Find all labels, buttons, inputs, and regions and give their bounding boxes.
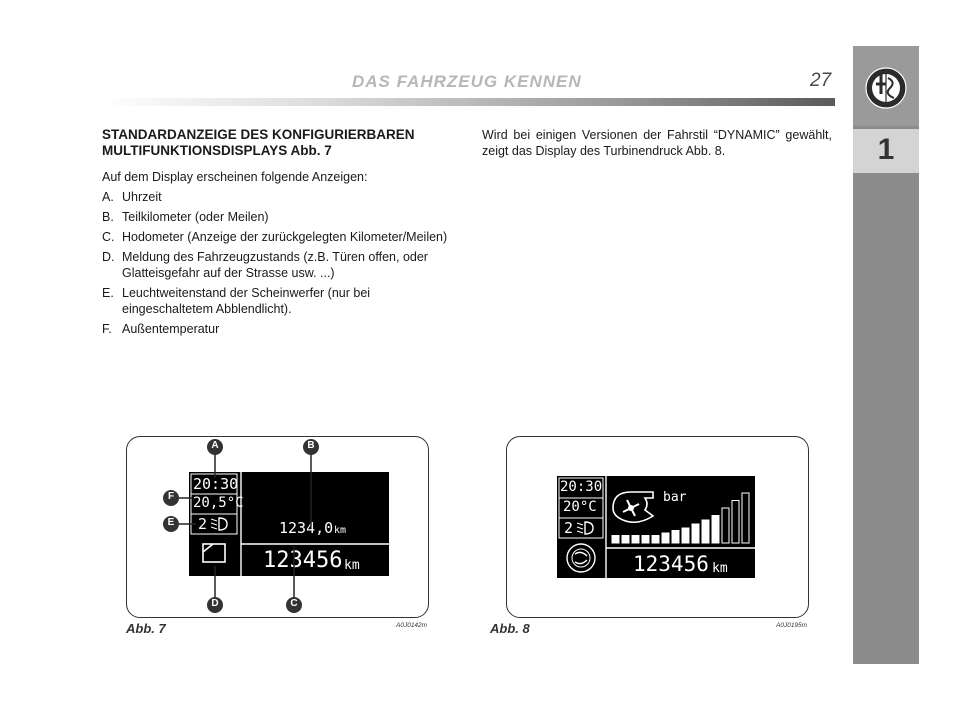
odometer-unit: km <box>712 561 728 576</box>
page-header-title: DAS FAHRZEUG KENNEN <box>352 72 582 91</box>
list-item <box>102 209 462 225</box>
turbo-pressure-text: Wird bei einigen Versionen der Fahrstil “DYNAMIC” gewählt, zeigt das Display des Turbinendruck Abb. 8. <box>482 128 832 158</box>
clock-readout: 20:30 <box>560 479 603 495</box>
list-item-text: Meldung des Fahrzeugzustands (z.B. Türen offen, oder Glatteisgefahr auf der Strasse usw. ...) <box>122 250 428 280</box>
list-item <box>102 189 462 205</box>
pressure-bar <box>612 536 619 544</box>
figure-8-caption: Abb. 8 <box>490 621 530 636</box>
chapter-tab-number: 1 <box>877 133 895 166</box>
callout-a: A <box>211 440 219 451</box>
odometer-readout: 123456 <box>633 552 709 576</box>
trip-unit: km <box>334 525 347 536</box>
callout-b: B <box>307 440 315 451</box>
clock-readout: 20:30 <box>193 475 239 493</box>
alfa-romeo-logo-icon <box>864 66 908 115</box>
list-item <box>102 321 462 337</box>
trip-readout: 1234,0 <box>279 519 334 537</box>
figure-8-code: A0J0195m <box>776 622 808 629</box>
intro-text: Auf dem Display erscheinen folgende Anzeigen: <box>102 170 368 184</box>
dynamic-mode-icon <box>567 544 595 572</box>
pressure-bar <box>742 493 749 543</box>
figure-8-display <box>557 476 755 578</box>
page-number: 27 <box>810 70 832 91</box>
odometer-readout: 123456 <box>263 548 343 573</box>
pressure-bar <box>642 536 649 544</box>
pressure-bar <box>722 508 729 543</box>
list-item-letter: A. <box>102 190 114 204</box>
callout-f: F <box>167 491 175 502</box>
pressure-bar <box>682 528 689 543</box>
list-item-letter: C. <box>102 230 115 244</box>
headlight-level-readout: 2 <box>198 515 208 533</box>
list-item-text: Hodometer (Anzeige der zurückgelegten Kilometer/Meilen) <box>122 230 448 244</box>
pressure-bar <box>662 533 669 543</box>
callout-d: D <box>211 598 219 609</box>
figure-7-caption: Abb. 7 <box>126 621 166 636</box>
pressure-unit: bar <box>663 490 687 505</box>
pressure-bar <box>652 536 659 544</box>
outside-temp-readout: 20°C <box>563 499 597 515</box>
list-item <box>102 249 462 281</box>
pressure-bar <box>632 536 639 544</box>
pressure-bar <box>672 531 679 544</box>
list-item-letter: D. <box>102 250 115 264</box>
list-item-text: Teilkilometer (oder Meilen) <box>122 210 269 224</box>
headlight-level-readout: 2 <box>564 519 574 537</box>
pressure-bar <box>692 524 699 543</box>
headlight-level-icon <box>577 522 593 534</box>
outside-temp-readout: 20,5°C <box>193 495 244 511</box>
pressure-bar <box>712 516 719 544</box>
list-item-letter: F. <box>102 322 112 336</box>
pressure-bar <box>702 520 709 543</box>
display-items-list <box>102 189 462 341</box>
list-item-text: Uhrzeit <box>122 190 162 204</box>
turbine-icon <box>613 492 653 522</box>
figure-7-code: A0J0142m <box>396 622 428 629</box>
list-item-text: Leuchtweitenstand der Scheinwerfer (nur bei eingeschaltetem Abblendlicht). <box>122 286 371 316</box>
section-heading: STANDARDANZEIGE DES KONFIGURIERBAREN MULTIFUNKTIONSDISPLAYS Abb. 7 <box>102 127 415 158</box>
list-item-letter: B. <box>102 210 114 224</box>
callout-e: E <box>167 517 175 528</box>
list-item-text: Außentemperatur <box>122 322 220 336</box>
list-item <box>102 229 462 245</box>
pressure-bar <box>622 536 629 544</box>
header-rule <box>100 98 835 106</box>
list-item-letter: E. <box>102 286 114 300</box>
list-item <box>102 285 462 317</box>
odometer-unit: km <box>344 558 360 573</box>
callout-c: C <box>290 598 298 609</box>
pressure-bar <box>732 501 739 544</box>
